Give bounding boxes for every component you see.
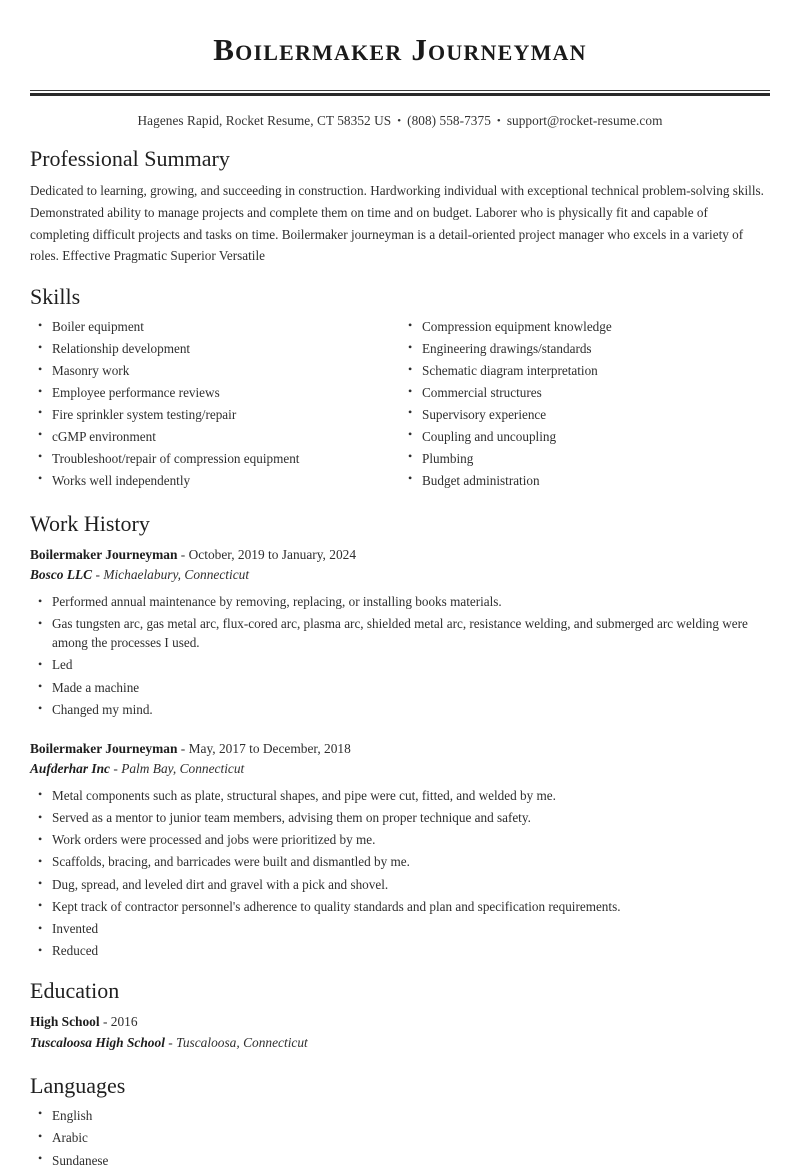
header-divider <box>30 90 770 96</box>
work-history-entry <box>30 545 770 720</box>
list-item: • Changed my mind. <box>30 701 770 720</box>
skills-list-right <box>400 318 770 489</box>
list-item: • Works well independently <box>30 472 400 489</box>
list-item: • Employee performance reviews <box>30 384 400 401</box>
list-item: • Boiler equipment <box>30 318 400 335</box>
section-heading-education: Education <box>30 978 120 1004</box>
list-item: • Compression equipment knowledge <box>400 318 770 335</box>
contact-email: support@rocket-resume.com <box>506 113 663 129</box>
education-entry <box>30 1012 770 1052</box>
list-item: • Kept track of contractor personnel's adherence to quality standards and plan and specification requirements. <box>30 898 770 917</box>
job-title-line <box>30 545 770 565</box>
education-school-line <box>30 1033 770 1053</box>
list-item: • Commercial structures <box>400 384 770 401</box>
list-item: • Fire sprinkler system testing/repair <box>30 406 400 423</box>
job-role: Boilermaker Journeyman <box>30 546 178 562</box>
section-heading-summary: Professional Summary <box>30 146 230 172</box>
contact-separator-1: • <box>397 115 402 128</box>
list-item: • Made a machine <box>30 679 770 698</box>
work-history-entry <box>30 739 770 962</box>
job-dash: - <box>180 740 186 756</box>
list-item: • English <box>30 1107 770 1124</box>
list-item: • Troubleshoot/repair of compression equipment <box>30 450 400 467</box>
section-heading-languages: Languages <box>30 1072 126 1098</box>
job-dash: - <box>95 567 100 583</box>
list-item: • Scaffolds, bracing, and barricades were built and dismantled by me. <box>30 853 770 872</box>
list-item: • Led <box>30 656 770 675</box>
section-heading-skills: Skills <box>30 283 81 309</box>
job-dates: October, 2019 to January, 2024 <box>188 546 357 562</box>
job-location: Michaelabury, Connecticut <box>103 567 250 583</box>
list-item: • Work orders were processed and jobs were prioritized by me. <box>30 831 770 850</box>
section-heading-work-history: Work History <box>30 510 150 536</box>
section-work-history <box>30 511 770 962</box>
list-item: • Metal components such as plate, structural shapes, and pipe were cut, fitted, and welded by me. <box>30 787 770 806</box>
list-item: • Supervisory experience <box>400 406 770 423</box>
contact-separator-2: • <box>496 115 501 128</box>
list-item: • Gas tungsten arc, gas metal arc, flux-cored arc, plasma arc, shielded metal arc, resistance welding, and submerged arc welding were among the processes I used. <box>30 615 770 652</box>
section-education <box>30 978 770 1053</box>
skills-list-left <box>30 318 400 489</box>
job-company: Aufderhar Inc <box>30 760 110 776</box>
list-item: • Performed annual maintenance by removing, replacing, or installing books materials. <box>30 593 770 612</box>
education-degree: High School <box>30 1014 100 1030</box>
list-item: • Arabic <box>30 1129 770 1146</box>
list-item: • Budget administration <box>400 472 770 489</box>
list-item: • cGMP environment <box>30 428 400 445</box>
list-item: • Served as a mentor to junior team members, advising them on proper technique and safety. <box>30 809 770 828</box>
languages-list <box>30 1107 770 1169</box>
job-bullet-list <box>30 787 770 961</box>
job-location: Palm Bay, Connecticut <box>121 760 245 776</box>
skills-columns <box>30 318 770 493</box>
section-professional-summary <box>30 146 770 267</box>
list-item: • Sundanese <box>30 1152 770 1169</box>
summary-text: Dedicated to learning, growing, and succeeding in construction. Hardworking individual with exceptional technical problem-solving skills. Demonstrated ability to manage projects and complete them on time and on budget. Laborer who is physically fit and capable of completing difficult projects and tasks on time. Boilermaker journeyman is a detail-oriented project manager who excels in a variety of roles. Effective Pragmatic Superior Versatile <box>30 183 764 264</box>
contact-phone: (808) 558-7375 <box>407 113 491 129</box>
list-item: • Reduced <box>30 942 770 961</box>
education-school: Tuscaloosa High School <box>30 1034 165 1050</box>
skills-column-left <box>30 318 400 493</box>
job-org-line <box>30 565 770 585</box>
education-degree-line <box>30 1012 770 1032</box>
list-item: • Invented <box>30 920 770 939</box>
job-org-line <box>30 759 770 779</box>
list-item: • Relationship development <box>30 340 400 357</box>
job-bullet-list <box>30 593 770 719</box>
education-dash: - <box>168 1034 173 1050</box>
contact-info <box>30 113 770 129</box>
education-dash: - <box>102 1014 108 1030</box>
job-dash: - <box>180 546 186 562</box>
job-role: Boilermaker Journeyman <box>30 740 178 756</box>
section-skills <box>30 284 770 494</box>
list-item: • Schematic diagram interpretation <box>400 362 770 379</box>
education-year: 2016 <box>110 1014 138 1030</box>
education-location: Tuscaloosa, Connecticut <box>176 1034 308 1050</box>
job-company: Bosco LLC <box>30 567 93 583</box>
list-item: • Dug, spread, and leveled dirt and gravel with a pick and shovel. <box>30 876 770 895</box>
list-item: • Coupling and uncoupling <box>400 428 770 445</box>
contact-address: Hagenes Rapid, Rocket Resume, CT 58352 US <box>137 113 392 129</box>
list-item: • Masonry work <box>30 362 400 379</box>
job-title-line <box>30 739 770 759</box>
skills-column-right <box>400 318 770 493</box>
list-item: • Plumbing <box>400 450 770 467</box>
job-dash: - <box>113 760 118 776</box>
job-dates: May, 2017 to December, 2018 <box>188 740 351 756</box>
list-item: • Engineering drawings/standards <box>400 340 770 357</box>
page-title: Boilermaker Journeyman <box>213 32 587 67</box>
section-languages <box>30 1073 770 1169</box>
